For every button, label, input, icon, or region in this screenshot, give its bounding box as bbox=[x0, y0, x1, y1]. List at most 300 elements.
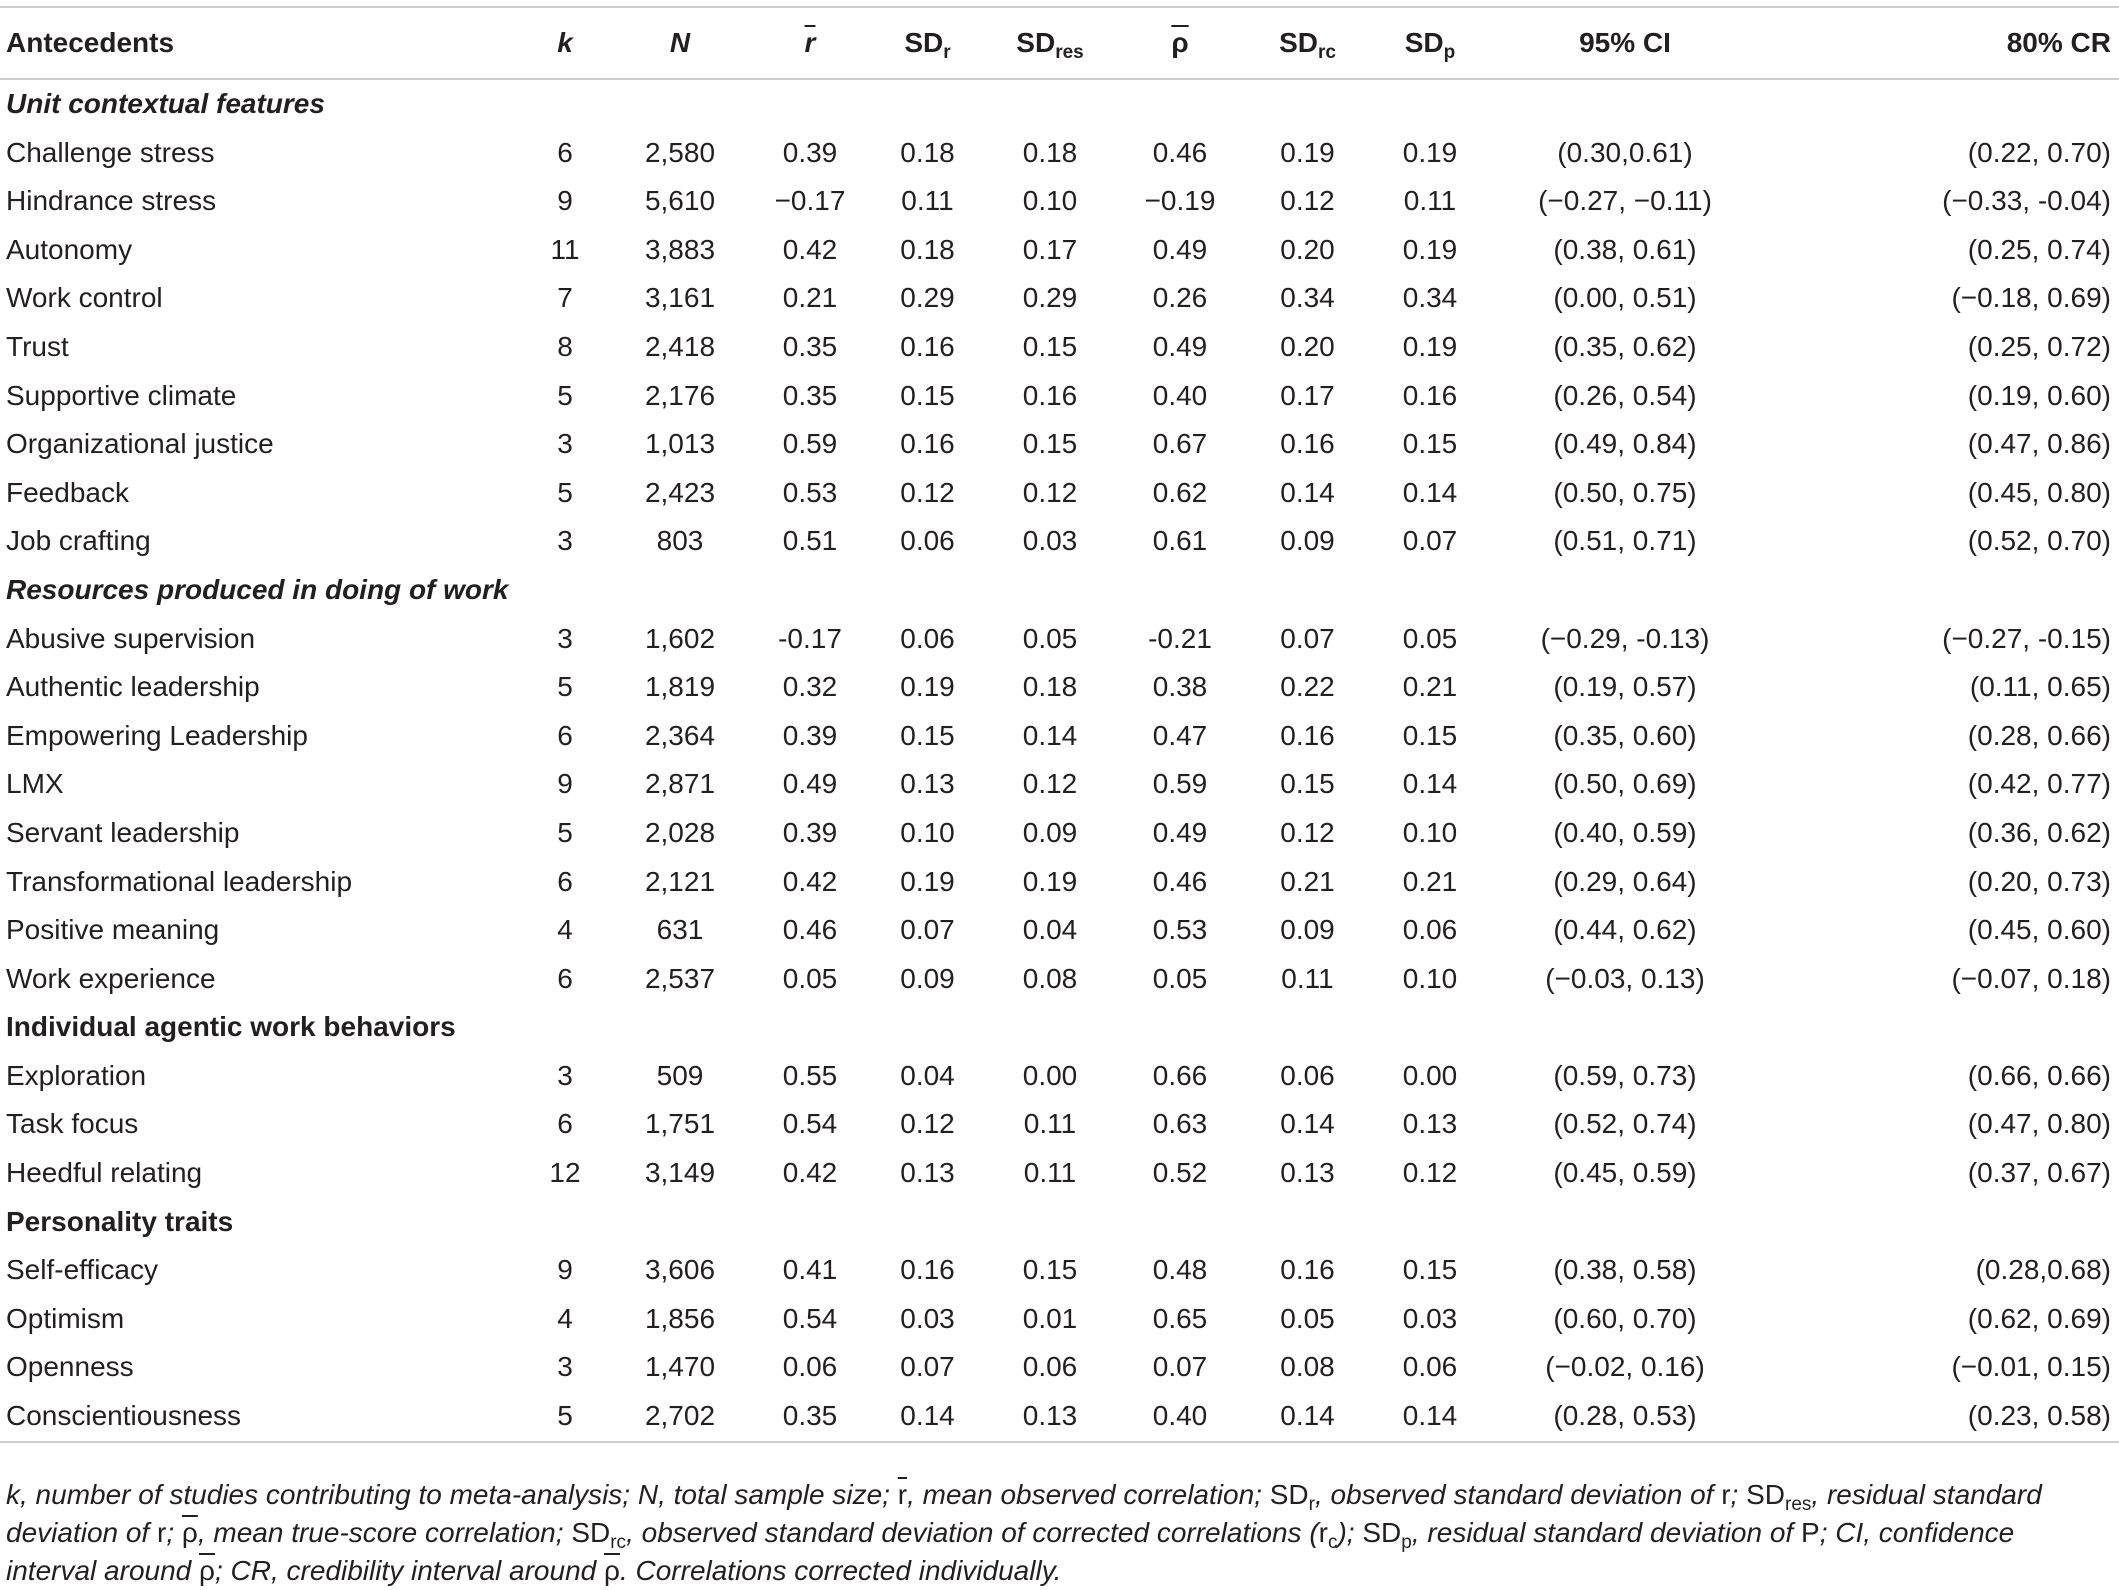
cell-mean-r: 0.54 bbox=[782, 1108, 838, 1140]
header-ci: 95% CI bbox=[1490, 7, 1760, 79]
cell-k: 6 bbox=[557, 719, 573, 751]
cell-cr: (0.66, 0.66) bbox=[1967, 1059, 2111, 1091]
cell-k: 4 bbox=[557, 914, 573, 946]
table-row bbox=[0, 323, 2119, 372]
cell-mean-r: 0.55 bbox=[782, 1059, 838, 1091]
cell-k: 5 bbox=[557, 379, 573, 411]
cell-sd-r: 0.19 bbox=[900, 671, 955, 703]
table-row bbox=[0, 1295, 2119, 1344]
footnote-sub-res: res bbox=[1785, 1494, 1812, 1515]
cell-n: 2,121 bbox=[644, 865, 716, 897]
cell-mean-rho: 0.61 bbox=[1152, 525, 1208, 557]
header-mean-r bbox=[750, 7, 870, 79]
cell-sd-r: 0.18 bbox=[900, 136, 955, 168]
cell-sd-r: 0.07 bbox=[900, 1351, 955, 1383]
cell-antecedent: Challenge stress bbox=[6, 136, 215, 168]
cell-ci: (0.30,0.61) bbox=[1557, 136, 1693, 168]
table-row bbox=[0, 420, 2119, 469]
footnote-rho-1: $\overline{\rho}$ bbox=[181, 1517, 198, 1548]
cell-sd-p: 0.21 bbox=[1402, 865, 1458, 897]
cell-antecedent: Feedback bbox=[6, 476, 129, 508]
cell-antecedent: Exploration bbox=[6, 1059, 147, 1091]
cell-antecedent: Openness bbox=[6, 1351, 134, 1383]
header-mean-r-symbol: $\overline{r}$ bbox=[804, 27, 816, 58]
footnote-sd-1: SD bbox=[1269, 1479, 1309, 1510]
cell-mean-r: 0.54 bbox=[782, 1302, 838, 1334]
cell-n: 2,028 bbox=[644, 816, 716, 848]
footnote-sub-r: r bbox=[1308, 1494, 1315, 1515]
cell-antecedent: Positive meaning bbox=[6, 914, 220, 946]
cell-mean-r: 0.42 bbox=[782, 865, 838, 897]
header-sd-res-sub: res bbox=[1055, 42, 1084, 63]
cell-sd-rc: 0.19 bbox=[1280, 136, 1335, 168]
footnote-rbar: $\overline{r}$ bbox=[897, 1479, 908, 1510]
cell-mean-rho: 0.53 bbox=[1152, 914, 1208, 946]
cell-ci: (−0.03, 0.13) bbox=[1545, 962, 1705, 994]
cell-sd-res: 0.10 bbox=[1022, 185, 1078, 217]
cell-ci: (0.26, 0.54) bbox=[1553, 379, 1697, 411]
cell-k: 9 bbox=[557, 768, 573, 800]
table-row bbox=[0, 469, 2119, 518]
cell-k: 6 bbox=[557, 865, 573, 897]
cell-sd-res: 0.14 bbox=[1022, 719, 1078, 751]
cell-cr: (0.28, 0.66) bbox=[1967, 719, 2111, 751]
cell-k: 9 bbox=[557, 1254, 573, 1286]
footnote-text-7: , mean true-score correlation; bbox=[197, 1517, 572, 1548]
cell-mean-r: 0.35 bbox=[750, 1392, 870, 1442]
cell-cr: (0.52, 0.70) bbox=[1967, 525, 2111, 557]
cell-n: 1,602 bbox=[644, 622, 716, 654]
cell-sd-r: 0.18 bbox=[900, 233, 955, 265]
table-row bbox=[0, 1149, 2119, 1198]
cell-sd-p: 0.13 bbox=[1402, 1108, 1458, 1140]
table-body bbox=[0, 79, 2119, 1442]
footnote-rho-3: $\overline{\rho}$ bbox=[604, 1555, 620, 1586]
header-sd-rc-text: SD bbox=[1279, 27, 1318, 58]
section-heading-row bbox=[0, 1003, 2119, 1052]
cell-mean-rho: 0.65 bbox=[1152, 1302, 1208, 1334]
cell-antecedent: Autonomy bbox=[6, 233, 133, 265]
cell-ci: (0.28, 0.53) bbox=[1490, 1392, 1760, 1442]
cell-sd-p: 0.19 bbox=[1402, 330, 1458, 362]
cell-mean-r: 0.42 bbox=[782, 1157, 838, 1189]
cell-sd-r: 0.07 bbox=[900, 914, 955, 946]
cell-sd-res: 0.11 bbox=[1023, 1108, 1077, 1140]
cell-n: 3,149 bbox=[644, 1157, 716, 1189]
cell-k: 8 bbox=[557, 330, 573, 362]
cell-mean-r: 0.42 bbox=[782, 233, 838, 265]
cell-n: 1,013 bbox=[644, 428, 716, 460]
footnote-text-3: , observed standard deviation of bbox=[1314, 1479, 1722, 1510]
cell-k: 3 bbox=[557, 428, 573, 460]
cell-cr: (0.62, 0.69) bbox=[1967, 1302, 2111, 1334]
cell-k: 5 bbox=[557, 816, 573, 848]
table-row bbox=[0, 955, 2119, 1004]
header-mean-rho bbox=[1115, 7, 1245, 79]
cell-sd-rc: 0.09 bbox=[1280, 914, 1335, 946]
cell-mean-rho: 0.66 bbox=[1152, 1059, 1208, 1091]
cell-mean-r: 0.41 bbox=[782, 1254, 838, 1286]
cell-ci: (0.50, 0.69) bbox=[1553, 768, 1697, 800]
section-heading: Resources produced in doing of work bbox=[6, 573, 509, 605]
cell-mean-r: 0.06 bbox=[782, 1351, 838, 1383]
table-row bbox=[0, 226, 2119, 275]
cell-sd-rc: 0.14 bbox=[1280, 1108, 1335, 1140]
cell-ci: (0.52, 0.74) bbox=[1553, 1108, 1697, 1140]
cell-ci: (−0.02, 0.16) bbox=[1545, 1351, 1705, 1383]
header-n: N bbox=[610, 7, 750, 79]
footnote-rc-sub: c bbox=[1327, 1532, 1338, 1553]
cell-cr: (−0.18, 0.69) bbox=[1951, 282, 2111, 314]
cell-sd-p: 0.12 bbox=[1402, 1157, 1458, 1189]
footnote-text-5: , residual standard deviation of bbox=[6, 1479, 2042, 1548]
table-row bbox=[0, 712, 2119, 761]
cell-n: 2,537 bbox=[644, 962, 716, 994]
cell-ci: (0.35, 0.60) bbox=[1553, 719, 1697, 751]
cell-ci: (−0.29, -0.13) bbox=[1540, 622, 1710, 654]
cell-sd-res: 0.05 bbox=[1022, 622, 1078, 654]
header-k: k bbox=[520, 7, 610, 79]
cell-cr: (0.11, 0.65) bbox=[1969, 671, 2111, 703]
footnote-sd-2: SD bbox=[1746, 1479, 1785, 1510]
cell-sd-rc: 0.14 bbox=[1280, 476, 1335, 508]
cell-sd-r: 0.10 bbox=[900, 816, 955, 848]
cell-ci: (0.49, 0.84) bbox=[1553, 428, 1697, 460]
cell-ci: (0.50, 0.75) bbox=[1553, 476, 1697, 508]
cell-k: 5 bbox=[520, 1392, 610, 1442]
cell-sd-rc: 0.16 bbox=[1280, 1254, 1335, 1286]
cell-mean-rho: 0.46 bbox=[1152, 865, 1208, 897]
cell-cr: (0.36, 0.62) bbox=[1967, 816, 2111, 848]
section-heading-row bbox=[0, 566, 2119, 615]
cell-ci: (0.00, 0.51) bbox=[1553, 282, 1697, 314]
header-sd-r-sub: r bbox=[943, 42, 951, 63]
section-heading-row bbox=[0, 79, 2119, 129]
cell-antecedent: Task focus bbox=[6, 1108, 139, 1140]
cell-cr: (0.42, 0.77) bbox=[1967, 768, 2111, 800]
cell-ci: (0.51, 0.71) bbox=[1553, 525, 1697, 557]
footnote-text-1: k, number of studies contributing to meta-analysis; N, total sample size; bbox=[6, 1479, 898, 1510]
cell-mean-r: 0.35 bbox=[782, 330, 838, 362]
cell-antecedent: Authentic leadership bbox=[6, 671, 260, 703]
cell-sd-r: 0.15 bbox=[900, 379, 955, 411]
cell-ci: (0.44, 0.62) bbox=[1553, 914, 1697, 946]
cell-sd-p: 0.03 bbox=[1402, 1302, 1458, 1334]
cell-k: 5 bbox=[557, 671, 573, 703]
cell-mean-r: 0.05 bbox=[782, 962, 838, 994]
header-sd-p bbox=[1370, 7, 1490, 79]
cell-sd-p: 0.10 bbox=[1402, 962, 1458, 994]
cell-cr: (−0.01, 0.15) bbox=[1951, 1351, 2111, 1383]
cell-mean-r: 0.35 bbox=[782, 379, 838, 411]
cell-n: 509 bbox=[656, 1059, 704, 1091]
cell-sd-r: 0.29 bbox=[900, 282, 955, 314]
cell-sd-r: 0.04 bbox=[900, 1059, 955, 1091]
cell-sd-r: 0.06 bbox=[900, 525, 955, 557]
cell-antecedent: Hindrance stress bbox=[6, 185, 217, 217]
cell-n: 2,364 bbox=[644, 719, 716, 751]
section-heading-row bbox=[0, 1198, 2119, 1247]
cell-k: 3 bbox=[557, 1351, 573, 1383]
footnote-text-12: ; CR, credibility interval around bbox=[214, 1555, 604, 1586]
cell-sd-rc: 0.12 bbox=[1280, 185, 1335, 217]
meta-analysis-table bbox=[0, 6, 2119, 1443]
cell-sd-r: 0.03 bbox=[900, 1302, 955, 1334]
cell-sd-res: 0.15 bbox=[1022, 428, 1078, 460]
cell-sd-rc: 0.21 bbox=[1280, 865, 1335, 897]
cell-sd-res: 0.18 bbox=[1022, 136, 1078, 168]
table-row bbox=[0, 372, 2119, 421]
footnote-r-2: r bbox=[157, 1517, 167, 1548]
cell-sd-res: 0.08 bbox=[1022, 962, 1078, 994]
cell-mean-rho: 0.49 bbox=[1152, 233, 1208, 265]
cell-mean-r: 0.21 bbox=[782, 282, 838, 314]
cell-ci: (0.40, 0.59) bbox=[1553, 816, 1697, 848]
cell-sd-res: 0.12 bbox=[1022, 476, 1078, 508]
cell-sd-r: 0.12 bbox=[900, 476, 955, 508]
cell-sd-p: 0.15 bbox=[1402, 1254, 1458, 1286]
cell-antecedent: Heedful relating bbox=[6, 1157, 203, 1189]
footnote-sd-3: SD bbox=[571, 1517, 611, 1548]
cell-n: 3,161 bbox=[644, 282, 716, 314]
cell-sd-res: 0.15 bbox=[1022, 1254, 1078, 1286]
cell-k: 6 bbox=[557, 1108, 573, 1140]
table-footnote bbox=[6, 1476, 2106, 1590]
table-row bbox=[0, 809, 2119, 858]
cell-n: 2,871 bbox=[644, 768, 716, 800]
cell-ci: (0.45, 0.59) bbox=[1553, 1157, 1697, 1189]
footnote-P: P bbox=[1801, 1517, 1820, 1548]
cell-antecedent: Job crafting bbox=[6, 525, 151, 557]
cell-sd-r: 0.06 bbox=[900, 622, 955, 654]
cell-mean-rho: −0.19 bbox=[1144, 185, 1216, 217]
cell-sd-p: 0.19 bbox=[1402, 233, 1458, 265]
section-heading: Personality traits bbox=[6, 1205, 234, 1237]
cell-mean-rho: -0.21 bbox=[1148, 622, 1212, 654]
cell-sd-r: 0.11 bbox=[901, 185, 954, 217]
table-row bbox=[0, 274, 2119, 323]
cell-n: 1,470 bbox=[644, 1351, 716, 1383]
cell-sd-rc: 0.11 bbox=[1281, 962, 1334, 994]
cell-n: 3,606 bbox=[644, 1254, 716, 1286]
cell-sd-res: 0.13 bbox=[985, 1392, 1115, 1442]
cell-sd-res: 0.09 bbox=[1022, 816, 1078, 848]
cell-mean-rho: 0.63 bbox=[1152, 1108, 1208, 1140]
cell-n: 2,176 bbox=[644, 379, 716, 411]
cell-mean-rho: 0.52 bbox=[1152, 1157, 1208, 1189]
cell-k: 3 bbox=[557, 525, 573, 557]
cell-n: 1,751 bbox=[644, 1108, 716, 1140]
cell-mean-rho: 0.62 bbox=[1152, 476, 1208, 508]
cell-mean-r: 0.39 bbox=[782, 719, 838, 751]
cell-sd-rc: 0.34 bbox=[1280, 282, 1335, 314]
footnote-sub-rc: rc bbox=[610, 1532, 627, 1553]
section-heading: Unit contextual features bbox=[6, 88, 325, 119]
cell-sd-p: 0.06 bbox=[1402, 1351, 1458, 1383]
cell-ci: (0.38, 0.58) bbox=[1553, 1254, 1697, 1286]
cell-antecedent: Work control bbox=[6, 282, 163, 314]
cell-ci: (0.59, 0.73) bbox=[1553, 1059, 1697, 1091]
cell-antecedent: Trust bbox=[6, 330, 69, 362]
cell-mean-r: 0.39 bbox=[782, 816, 838, 848]
cell-ci: (0.60, 0.70) bbox=[1553, 1302, 1697, 1334]
table-row bbox=[0, 906, 2119, 955]
cell-mean-rho: 0.38 bbox=[1152, 671, 1208, 703]
cell-cr: (−0.27, -0.15) bbox=[1942, 622, 2111, 654]
cell-sd-res: 0.17 bbox=[1022, 233, 1078, 265]
table-row bbox=[0, 129, 2119, 178]
cell-cr: (0.28,0.68) bbox=[1975, 1254, 2111, 1286]
cell-n: 3,883 bbox=[644, 233, 716, 265]
cell-n: 2,702 bbox=[610, 1392, 750, 1442]
cell-sd-p: 0.16 bbox=[1402, 379, 1458, 411]
cell-antecedent: Empowering Leadership bbox=[6, 719, 308, 751]
cell-mean-rho: 0.40 bbox=[1152, 379, 1208, 411]
cell-cr: (0.25, 0.74) bbox=[1967, 233, 2111, 265]
header-sd-rc bbox=[1245, 7, 1370, 79]
cell-sd-r: 0.16 bbox=[900, 1254, 955, 1286]
footnote-text-2: , mean observed correlation; bbox=[907, 1479, 1270, 1510]
cell-mean-r: −0.17 bbox=[774, 185, 846, 217]
cell-k: 5 bbox=[557, 476, 573, 508]
cell-sd-p: 0.06 bbox=[1402, 914, 1458, 946]
table-header bbox=[0, 7, 2119, 79]
cell-sd-r: 0.13 bbox=[900, 768, 955, 800]
cell-mean-rho: 0.49 bbox=[1152, 816, 1208, 848]
table-row bbox=[0, 858, 2119, 907]
cell-n: 631 bbox=[656, 914, 704, 946]
cell-n: 2,423 bbox=[644, 476, 716, 508]
cell-sd-rc: 0.16 bbox=[1280, 428, 1335, 460]
table-row bbox=[0, 1246, 2119, 1295]
cell-sd-p: 0.15 bbox=[1402, 719, 1458, 751]
cell-antecedent: Organizational justice bbox=[6, 428, 274, 460]
cell-sd-r: 0.09 bbox=[900, 962, 955, 994]
cell-sd-p: 0.14 bbox=[1402, 768, 1458, 800]
header-sd-r bbox=[870, 7, 985, 79]
cell-cr: (0.23, 0.58) bbox=[1760, 1392, 2119, 1442]
footnote-text-10: , residual standard deviation of bbox=[1411, 1517, 1801, 1548]
cell-sd-p: 0.19 bbox=[1402, 136, 1458, 168]
footnote-sub-p: p bbox=[1401, 1532, 1412, 1553]
cell-sd-r: 0.19 bbox=[900, 865, 955, 897]
cell-antecedent: LMX bbox=[6, 768, 64, 800]
footnote-text-4: ; bbox=[1730, 1479, 1747, 1510]
footnote-text-8: , observed standard deviation of corrected correlations ( bbox=[626, 1517, 1319, 1548]
cell-sd-res: 0.01 bbox=[1022, 1302, 1078, 1334]
cell-sd-rc: 0.05 bbox=[1280, 1302, 1335, 1334]
cell-sd-p: 0.15 bbox=[1402, 428, 1458, 460]
header-sd-res bbox=[985, 7, 1115, 79]
cell-mean-rho: 0.48 bbox=[1152, 1254, 1208, 1286]
cell-sd-rc: 0.16 bbox=[1280, 719, 1335, 751]
header-mean-rho-symbol: $\overline{\rho}$ bbox=[1171, 27, 1189, 58]
cell-k: 4 bbox=[557, 1302, 573, 1334]
cell-mean-rho: 0.49 bbox=[1152, 330, 1208, 362]
table-row bbox=[0, 1392, 2119, 1442]
cell-cr: (0.45, 0.60) bbox=[1967, 914, 2111, 946]
footnote-sd-4: SD bbox=[1362, 1517, 1402, 1548]
cell-antecedent: Self-efficacy bbox=[6, 1254, 158, 1286]
header-sd-p-text: SD bbox=[1404, 27, 1444, 58]
cell-cr: (−0.07, 0.18) bbox=[1951, 962, 2111, 994]
cell-k: 3 bbox=[557, 1059, 573, 1091]
cell-k: 6 bbox=[557, 962, 573, 994]
cell-k: 12 bbox=[549, 1157, 581, 1189]
cell-sd-rc: 0.13 bbox=[1280, 1157, 1335, 1189]
cell-sd-p: 0.00 bbox=[1402, 1059, 1458, 1091]
table-row bbox=[0, 663, 2119, 712]
cell-k: 11 bbox=[550, 233, 580, 265]
cell-ci: (0.29, 0.64) bbox=[1553, 865, 1697, 897]
cell-cr: (0.19, 0.60) bbox=[1967, 379, 2111, 411]
cell-sd-p: 0.07 bbox=[1402, 525, 1458, 557]
cell-n: 5,610 bbox=[644, 185, 716, 217]
cell-sd-res: 0.00 bbox=[1022, 1059, 1078, 1091]
footnote-text-11: ; CI, confidence interval around bbox=[6, 1517, 2015, 1586]
cell-mean-r: 0.59 bbox=[782, 428, 838, 460]
header-antecedents: Antecedents bbox=[0, 7, 520, 79]
cell-antecedent: Servant leadership bbox=[6, 816, 240, 848]
cell-sd-rc: 0.08 bbox=[1280, 1351, 1335, 1383]
cell-sd-res: 0.03 bbox=[1022, 525, 1078, 557]
header-sd-res-text: SD bbox=[1016, 27, 1056, 58]
cell-sd-r: 0.16 bbox=[900, 428, 955, 460]
header-sd-r-text: SD bbox=[904, 27, 944, 58]
cell-mean-rho: 0.07 bbox=[1152, 1351, 1208, 1383]
header-sd-rc-sub: rc bbox=[1317, 42, 1336, 63]
cell-n: 1,819 bbox=[644, 671, 716, 703]
cell-cr: (0.47, 0.80) bbox=[1967, 1108, 2111, 1140]
cell-ci: (0.35, 0.62) bbox=[1553, 330, 1697, 362]
cell-sd-res: 0.15 bbox=[1022, 330, 1078, 362]
cell-sd-res: 0.12 bbox=[1022, 768, 1078, 800]
footnote-rho-2: $\overline{\rho}$ bbox=[199, 1555, 215, 1586]
cell-sd-rc: 0.15 bbox=[1280, 768, 1335, 800]
cell-n: 2,418 bbox=[644, 330, 716, 362]
cell-sd-r: 0.14 bbox=[870, 1392, 985, 1442]
cell-antecedent: Work experience bbox=[6, 962, 216, 994]
cell-sd-rc: 0.17 bbox=[1280, 379, 1335, 411]
table-row bbox=[0, 1100, 2119, 1149]
cell-mean-rho: 0.40 bbox=[1115, 1392, 1245, 1442]
cell-sd-rc: 0.12 bbox=[1280, 816, 1335, 848]
cell-sd-rc: 0.06 bbox=[1280, 1059, 1335, 1091]
cell-mean-rho: 0.26 bbox=[1152, 282, 1208, 314]
cell-antecedent: Optimism bbox=[6, 1302, 125, 1334]
cell-cr: (0.45, 0.80) bbox=[1967, 476, 2111, 508]
cell-sd-p: 0.10 bbox=[1402, 816, 1458, 848]
cell-sd-p: 0.21 bbox=[1402, 671, 1458, 703]
cell-sd-res: 0.29 bbox=[1022, 282, 1078, 314]
footnote-text-6: ; bbox=[166, 1517, 182, 1548]
cell-mean-r: 0.49 bbox=[782, 768, 838, 800]
cell-sd-res: 0.18 bbox=[1022, 671, 1078, 703]
cell-sd-rc: 0.14 bbox=[1245, 1392, 1370, 1442]
cell-sd-rc: 0.20 bbox=[1280, 330, 1335, 362]
cell-k: 3 bbox=[557, 622, 573, 654]
table-row bbox=[0, 517, 2119, 566]
cell-mean-rho: 0.67 bbox=[1152, 428, 1208, 460]
cell-mean-rho: 0.47 bbox=[1152, 719, 1208, 751]
cell-sd-r: 0.12 bbox=[900, 1108, 955, 1140]
cell-mean-r: 0.39 bbox=[782, 136, 838, 168]
cell-k: 9 bbox=[557, 185, 573, 217]
cell-sd-r: 0.16 bbox=[900, 330, 955, 362]
cell-k: 6 bbox=[557, 136, 573, 168]
footnote-r-1: r bbox=[1721, 1479, 1731, 1510]
cell-antecedent: Transformational leadership bbox=[6, 865, 353, 897]
